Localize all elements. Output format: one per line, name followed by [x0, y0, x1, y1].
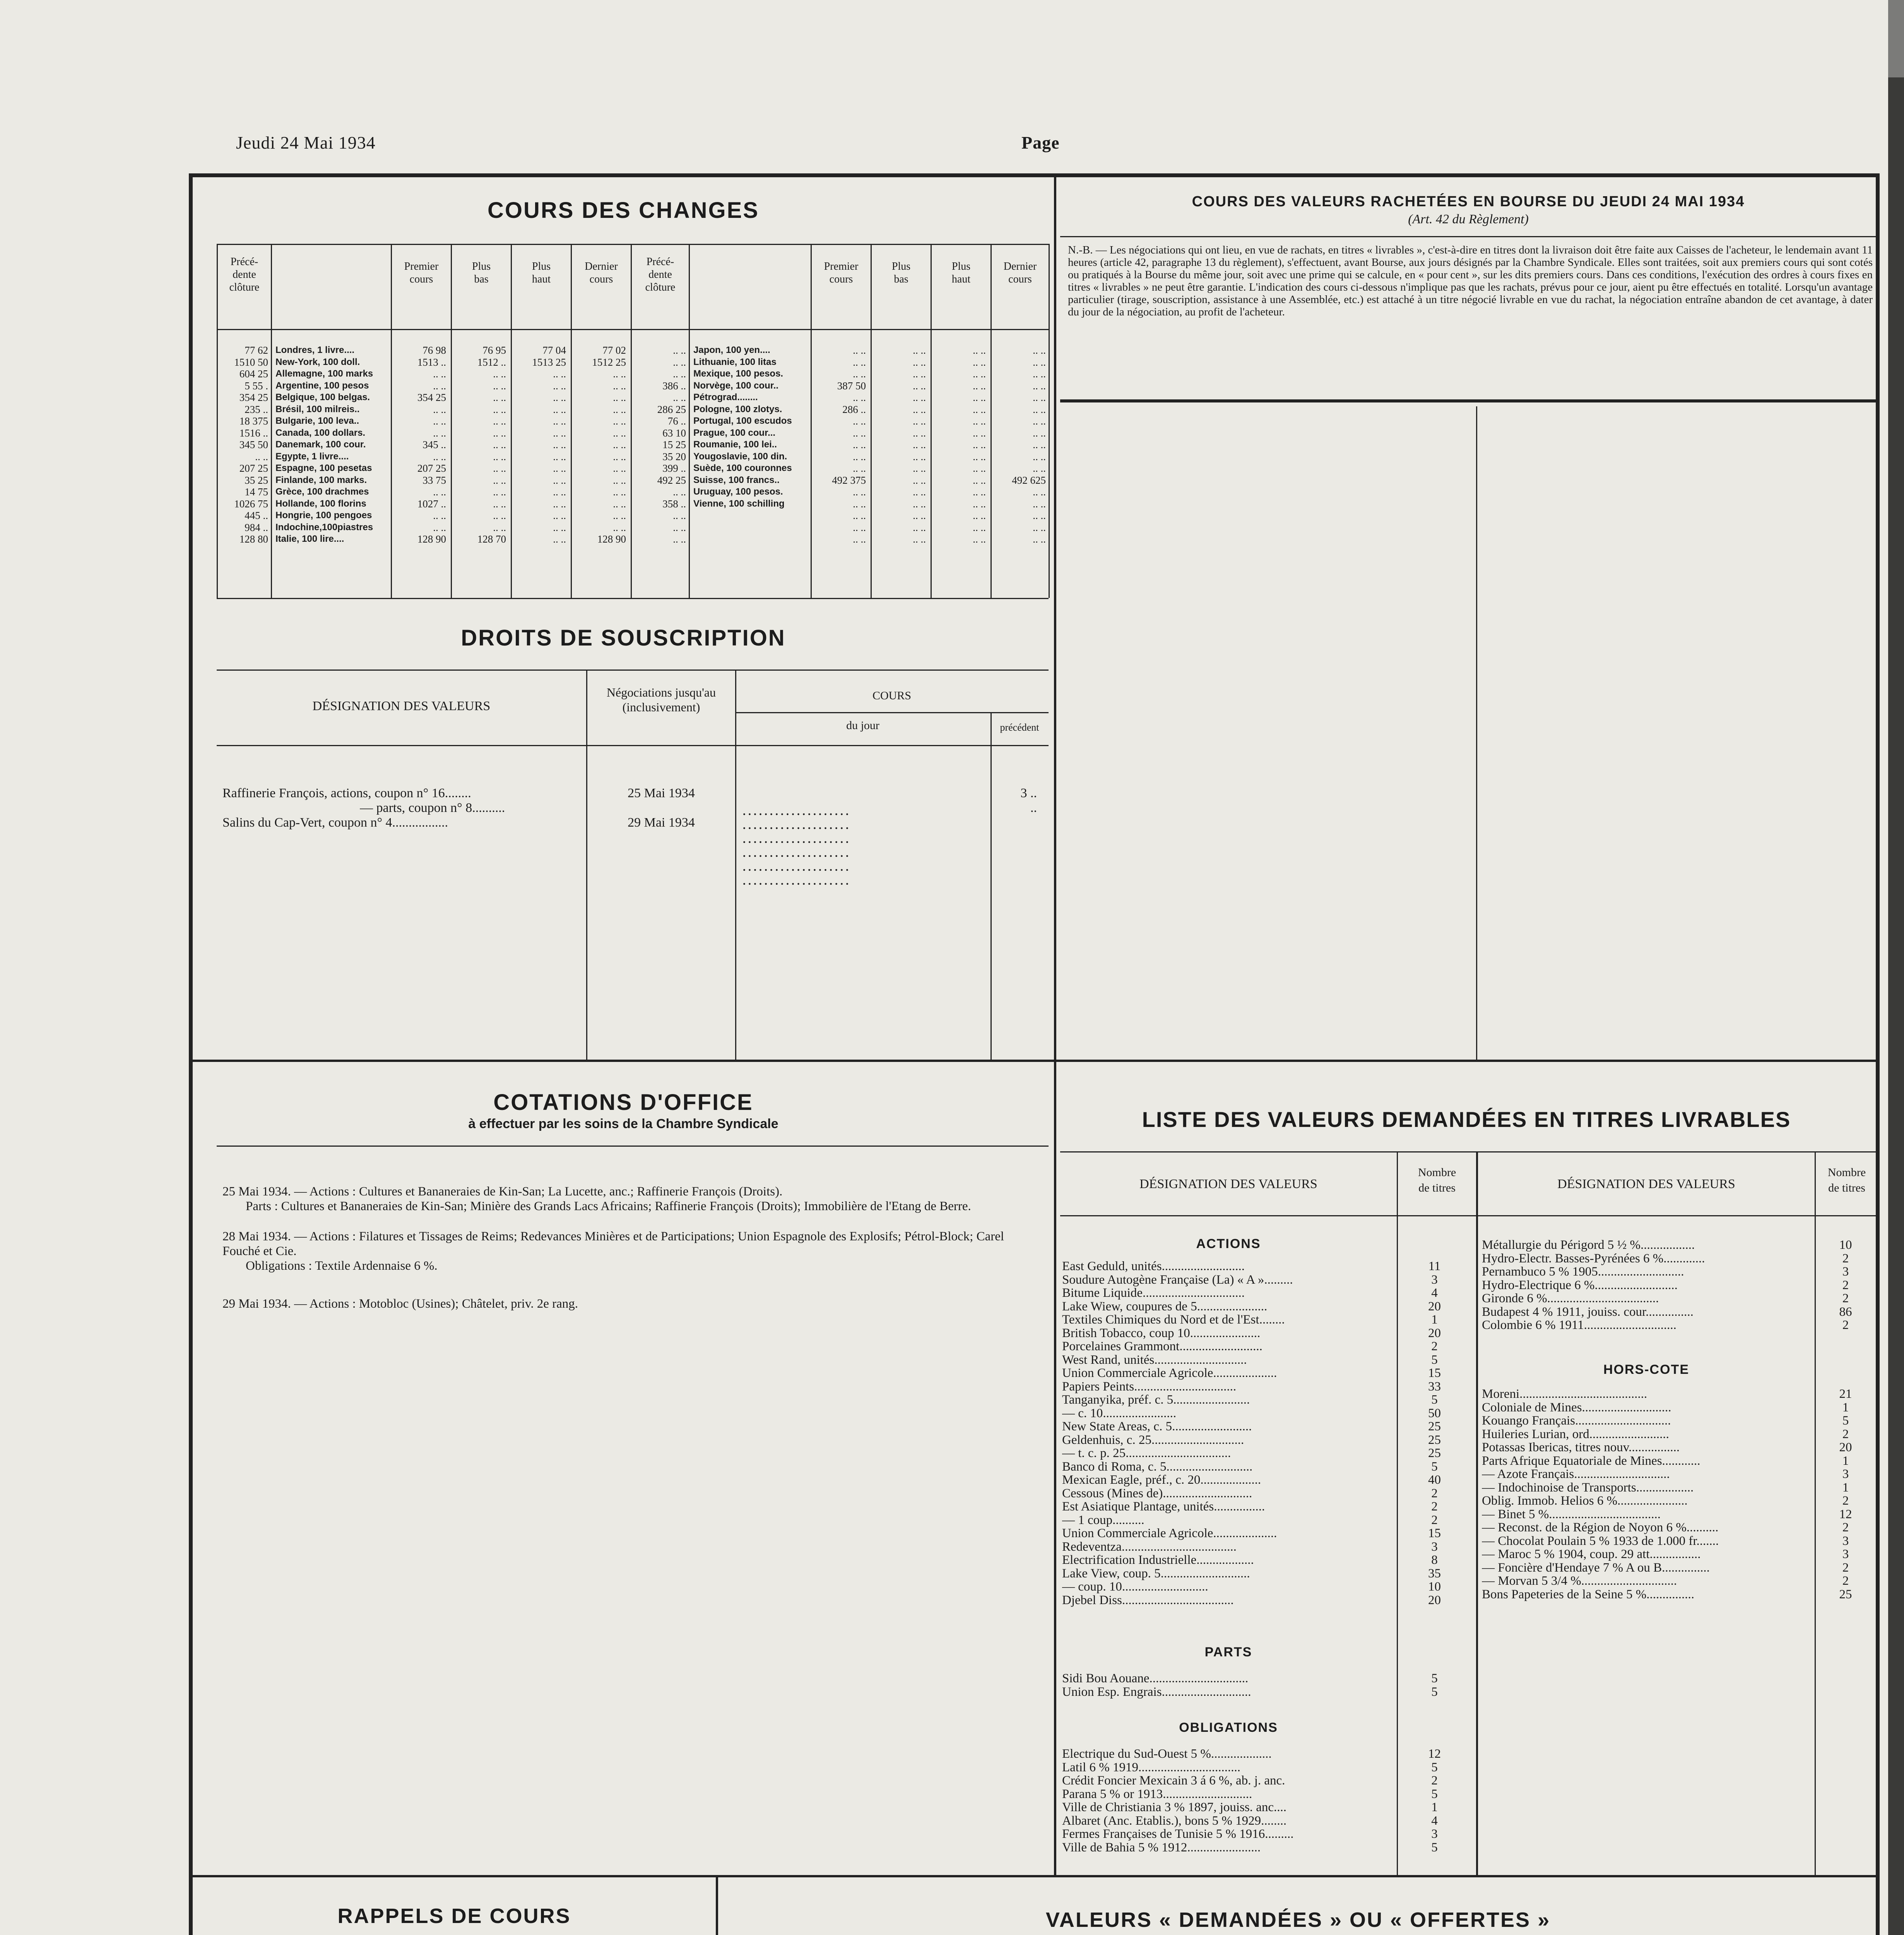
list-row	[1062, 1327, 1472, 1340]
list-row-name: Crédit Foncier Mexicain 3 á 6 %, ab. j. anc.	[1062, 1774, 1285, 1788]
list-row-name: Hydro-Electrique 6 %..........................	[1482, 1278, 1678, 1292]
list-row	[1482, 1387, 1877, 1401]
changes-left-prev: 77 62 1510 50 604 25 5 55 . 354 25 235 .. 18 375 1516 .. 345 50 .. .. 207 25 35 25 14 75 1026 75 445 .. 984 .. 128 80	[234, 344, 268, 545]
list-row-value: 2	[1842, 1278, 1849, 1292]
list-row	[1482, 1481, 1877, 1495]
list-row	[1062, 1567, 1472, 1581]
list-row-name: Union Commerciale Agricole....................	[1062, 1527, 1277, 1540]
list-row-name: Bons Papeteries de la Seine 5 %...............	[1482, 1587, 1694, 1601]
changes-left-last: 77 02 1512 25 .. .. .. .. .. .. .. .. .. .. .. .. .. .. .. .. .. .. .. .. .. .. .. .. .. .. .. .. 128 90	[592, 344, 626, 545]
list-row	[1062, 1747, 1472, 1761]
list-row-value: 5	[1431, 1460, 1438, 1473]
list-row-value: 35	[1428, 1567, 1441, 1580]
list-row-value: 11	[1428, 1260, 1441, 1273]
changes-header-top	[217, 244, 1049, 245]
changes-right-names: Japon, 100 yen.... Lithuanie, 100 litas Mexique, 100 pesos. Norvège, 100 cour.. Pétrograd........ Pologne, 100 zlotys. Portugal, 100 escudos Prague, 100 cour... Roumanie, 100 lei.. Yougoslavie, 100 din. Suède, 100 couronnes Suisse, 100 francs.. Uruguay, 100 pesos. Vienne, 100 schilling	[693, 345, 792, 509]
list-row-name: — Maroc 5 % 1904, coup. 29 att................	[1482, 1548, 1701, 1561]
list-row	[1062, 1260, 1472, 1273]
list-row-value: 20	[1839, 1441, 1852, 1454]
list-row-name: Ville de Bahia 5 % 1912.......................	[1062, 1841, 1261, 1854]
list-row-name: — Azote Français..............................	[1482, 1468, 1670, 1481]
list-row-value: 5	[1842, 1414, 1849, 1428]
list-row	[1062, 1500, 1472, 1514]
list-row-name: Est Asiatique Plantage, unités................	[1062, 1500, 1265, 1514]
changes-h-high-2: Plus haut	[951, 260, 971, 285]
changes-h-low-2: Plus bas	[891, 260, 911, 285]
livrables-oblig-list	[1062, 1747, 1472, 1854]
list-row	[1062, 1761, 1472, 1774]
list-row	[1482, 1468, 1877, 1481]
cotations-p3: 28 Mai 1934. — Actions : Filatures et Tissages de Reims; Redevances Minières et de Participations; Union Espagnole des Explosifs; Pétrol-Block; Carel Fouché et Cie.	[222, 1229, 1004, 1258]
list-row	[1062, 1300, 1472, 1313]
livrables-right-list	[1482, 1238, 1877, 1332]
livrables-title: LISTE DES VALEURS DEMANDÉES EN TITRES LIVRABLES	[1142, 1107, 1791, 1132]
souscription-row: Salins du Cap-Vert, coupon n° 4.................	[222, 815, 448, 830]
list-row-name: Moreni........................................	[1482, 1387, 1647, 1401]
list-row-value: 20	[1428, 1593, 1441, 1607]
list-row	[1482, 1238, 1877, 1252]
rachetees-line	[1060, 236, 1877, 237]
list-row-value: 1	[1842, 1454, 1849, 1468]
list-row-name: Parts Afrique Equatoriale de Mines............	[1482, 1454, 1700, 1468]
list-row-name: Latil 6 % 1919................................	[1062, 1760, 1241, 1774]
list-row	[1482, 1588, 1877, 1601]
cotations-title: COTATIONS D'OFFICE	[493, 1090, 753, 1115]
list-row-value: 20	[1428, 1326, 1441, 1340]
list-row	[1062, 1473, 1472, 1487]
list-row-name: New State Areas, c. 5.........................	[1062, 1420, 1252, 1433]
changes-h-prev: Précé- dente clôture	[229, 256, 260, 293]
list-row	[1482, 1548, 1877, 1561]
list-row-name: Papiers Peints................................	[1062, 1380, 1237, 1393]
list-row	[1482, 1508, 1877, 1521]
list-row-value: 3	[1431, 1540, 1438, 1553]
changes-left-names: Londres, 1 livre.... New-York, 100 doll. Allemagne, 100 marks Argentine, 100 pesos Belgique, 100 belgas. Brésil, 100 milreis.. Bulgarie, 100 leva.. Canada, 100 dollars. Danemark, 100 cour. Egypte, 1 livre.... Espagne, 100 pesetas Finlande, 100 marks. Grèce, 100 drachmes Hollande, 100 florins Hongrie, 100 pengoes Indochine,100piastres Italie, 100 lire....	[275, 345, 373, 544]
list-row-name: — Foncière d'Hendaye 7 % A ou B...............	[1482, 1561, 1710, 1574]
list-row-value: 1	[1431, 1801, 1438, 1814]
list-row-value: 21	[1839, 1387, 1852, 1401]
list-row	[1062, 1841, 1472, 1855]
list-row-value: 3	[1842, 1534, 1849, 1548]
changes-h-first: Premier cours	[404, 260, 439, 285]
list-row-name: Soudure Autogène Française (La) « A ».........	[1062, 1273, 1293, 1286]
list-row-name: Union Esp. Engrais............................	[1062, 1685, 1251, 1699]
cotations-text	[222, 1184, 1043, 1311]
list-row	[1482, 1401, 1877, 1414]
souscription-row: Raffinerie François, actions, coupon n° 16........	[222, 786, 471, 800]
list-row-name: — Reconst. de la Région de Noyon 6 %..........	[1482, 1521, 1719, 1534]
list-row-value: 5	[1431, 1685, 1438, 1699]
livrables-sec-oblig: OBLIGATIONS	[1179, 1720, 1278, 1735]
livrables-h-des: DÉSIGNATION DES VALEURS	[1139, 1177, 1317, 1191]
livrables-h-nb: Nombre de titres	[1418, 1166, 1456, 1194]
dot-leader: . . . . . . . . . . . . . . . . . . . .	[743, 861, 849, 873]
changes-header-bottom	[217, 329, 1049, 330]
list-row-name: Coloniale de Mines............................	[1482, 1401, 1671, 1414]
souscription-h-prec: précédent	[1000, 722, 1039, 733]
list-row	[1062, 1788, 1472, 1801]
list-row	[1062, 1420, 1472, 1433]
list-row	[1062, 1801, 1472, 1814]
list-row-name: Textiles Chimiques du Nord et de l'Est........	[1062, 1313, 1285, 1327]
souscription-header-bottom	[217, 745, 1049, 746]
list-row-name: — Indochinoise de Transports..................	[1482, 1481, 1694, 1494]
changes-h-last: Dernier cours	[585, 260, 618, 285]
list-row-name: — t. c. p. 25.................................	[1062, 1447, 1231, 1460]
list-row	[1062, 1340, 1472, 1353]
livrables-actions-list	[1062, 1260, 1472, 1607]
list-row-value: 3	[1842, 1468, 1849, 1481]
list-row	[1062, 1407, 1472, 1420]
livrables-sec-parts: PARTS	[1204, 1645, 1252, 1659]
livrables-sec-actions: ACTIONS	[1196, 1236, 1261, 1251]
list-row-name: Electrification Industrielle..................	[1062, 1553, 1254, 1567]
souscription-dots	[743, 805, 983, 889]
list-row	[1062, 1313, 1472, 1327]
list-row-value: 25	[1428, 1420, 1441, 1433]
dot-leader: . . . . . . . . . . . . . . . . . . . .	[743, 834, 849, 846]
list-row-value: 2	[1431, 1500, 1438, 1514]
livrables-sec-hors: HORS-COTE	[1603, 1362, 1689, 1377]
list-row	[1062, 1672, 1472, 1685]
list-row-value: 1	[1842, 1401, 1849, 1414]
list-row	[1482, 1454, 1877, 1468]
livrables-parts-list	[1062, 1672, 1472, 1699]
list-row-name: Budapest 4 % 1911, jouiss. cour...............	[1482, 1305, 1694, 1319]
list-row	[1062, 1685, 1472, 1699]
list-row-value: 4	[1431, 1286, 1438, 1300]
souscription-date: 25 Mai 1934	[628, 786, 695, 800]
list-row-value: 50	[1428, 1406, 1441, 1420]
list-row	[1062, 1460, 1472, 1474]
binding-edge	[1888, 77, 1904, 1935]
list-row-value: 1	[1431, 1313, 1438, 1327]
cotations-p2: Parts : Cultures et Bananeraies de Kin-San; Minière des Grands Lacs Africains; Raffinerie François (Droits); Immobilière de l'Etang de Berre.	[246, 1199, 971, 1213]
list-row-name: Fermes Françaises de Tunisie 5 % 1916.........	[1062, 1827, 1294, 1841]
changes-left-high: 77 04 1513 25 .. .. .. .. .. .. .. .. .. .. .. .. .. .. .. .. .. .. .. .. .. .. .. .. .. .. .. .. .. ..	[532, 344, 566, 545]
souscription-top	[217, 670, 1049, 671]
list-row-value: 2	[1842, 1521, 1849, 1534]
list-row-value: 12	[1839, 1507, 1852, 1521]
list-row-name: Geldenhuis, c. 25.............................	[1062, 1433, 1244, 1447]
list-row-value: 2	[1842, 1252, 1849, 1265]
rappels-title: RAPPELS DE COURS	[337, 1904, 571, 1928]
list-row	[1482, 1414, 1877, 1428]
rachetees-col-divider	[1476, 406, 1477, 1060]
list-row-name: Huileries Lurian, ord.........................	[1482, 1427, 1669, 1441]
list-row-value: 3	[1842, 1548, 1849, 1561]
list-row	[1482, 1428, 1877, 1441]
page-date: Jeudi 24 Mai 1934	[236, 133, 376, 152]
list-row-name: — c. 10.......................	[1062, 1406, 1177, 1420]
souscription-date: 29 Mai 1934	[628, 815, 695, 830]
list-row-value: 2	[1431, 1774, 1438, 1788]
list-row-value: 2	[1842, 1561, 1849, 1574]
list-row-value: 25	[1428, 1433, 1441, 1447]
list-row-name: Sidi Bou Aouane...............................	[1062, 1672, 1249, 1685]
list-row-name: Lake View, coup. 5............................	[1062, 1567, 1250, 1580]
list-row-name: Union Commerciale Agricole....................	[1062, 1366, 1277, 1380]
list-row-name: Oblig. Immob. Helios 6 %......................	[1482, 1494, 1688, 1508]
list-row-name: East Geduld, unités..........................	[1062, 1260, 1245, 1273]
list-row-value: 5	[1431, 1787, 1438, 1801]
list-row-name: Kouango Français..............................	[1482, 1414, 1671, 1428]
list-row	[1482, 1279, 1877, 1292]
list-row-value: 5	[1431, 1353, 1438, 1366]
list-row-name: Lake Wiew, coupures de 5......................	[1062, 1300, 1268, 1313]
dot-leader: . . . . . . . . . . . . . . . . . . . .	[743, 875, 849, 887]
souscription-prec: ..	[1030, 801, 1037, 815]
list-row	[1062, 1380, 1472, 1394]
dot-leader: . . . . . . . . . . . . . . . . . . . .	[743, 806, 849, 818]
divider-2	[193, 1875, 1880, 1877]
list-row-name: Albaret (Anc. Etablis.), bons 5 % 1929........	[1062, 1814, 1287, 1827]
list-row-value: 5	[1431, 1841, 1438, 1854]
list-row-value: 3	[1431, 1273, 1438, 1286]
rachetees-title: COURS DES VALEURS RACHETÉES EN BOURSE DU JEUDI 24 MAI 1934	[1192, 194, 1745, 210]
list-row	[1482, 1534, 1877, 1548]
list-row-value: 3	[1842, 1265, 1849, 1279]
livrables-header-bottom	[1060, 1215, 1877, 1216]
list-row	[1482, 1252, 1877, 1265]
list-row-value: 40	[1428, 1473, 1441, 1487]
list-row	[1062, 1393, 1472, 1407]
list-row-name: Métallurgie du Périgord 5 ½ %.................	[1482, 1238, 1695, 1252]
cotations-line	[217, 1146, 1049, 1147]
cotations-p1: 25 Mai 1934. — Actions : Cultures et Bananeraies de Kin-San; La Lucette, anc.; Raffinerie François (Droits).	[222, 1185, 783, 1199]
list-row-value: 3	[1431, 1827, 1438, 1841]
list-row-name: — 1 coup..........	[1062, 1513, 1144, 1527]
dot-leader: . . . . . . . . . . . . . . . . . . . .	[743, 848, 849, 860]
list-row-value: 20	[1428, 1300, 1441, 1313]
cotations-p5: 29 Mai 1934. — Actions : Motobloc (Usines); Châtelet, priv. 2e rang.	[222, 1297, 578, 1311]
list-row-name: Pernambuco 5 % 1905...........................	[1482, 1265, 1684, 1279]
list-row	[1062, 1814, 1472, 1828]
list-row-value: 10	[1839, 1238, 1852, 1252]
list-row-value: 2	[1842, 1427, 1849, 1441]
list-row	[1062, 1774, 1472, 1788]
list-row-name: Mexican Eagle, préf., c. 20...................	[1062, 1473, 1261, 1487]
changes-h-last-2: Dernier cours	[1003, 260, 1037, 285]
list-row	[1482, 1305, 1877, 1319]
list-row-value: 10	[1428, 1580, 1441, 1594]
list-row-value: 2	[1431, 1340, 1438, 1353]
list-row-name: Djebel Diss...................................	[1062, 1593, 1234, 1607]
souscription-h-jour: du jour	[846, 719, 879, 732]
list-row-name: Cessous (Mines de)............................	[1062, 1486, 1252, 1500]
list-row-name: — Morvan 5 3/4 %..............................	[1482, 1574, 1677, 1588]
changes-bottom	[217, 598, 1049, 599]
list-row-name: Porcelaines Grammont..........................	[1062, 1340, 1262, 1353]
list-row-value: 8	[1431, 1553, 1438, 1567]
list-row-value: 25	[1428, 1447, 1441, 1460]
souscription-h-nego: Négociations jusqu'au (inclusivement)	[606, 685, 716, 714]
list-row	[1062, 1514, 1472, 1527]
column-divider-top	[1054, 177, 1056, 1876]
changes-left-low: 76 95 1512 .. .. .. .. .. .. .. .. .. .. .. .. .. .. .. .. .. .. .. .. .. .. .. .. .. .. .. .. .. 128 70	[477, 344, 506, 545]
list-row-name: Banco di Roma, c. 5...........................	[1062, 1460, 1253, 1473]
list-row-value: 1	[1842, 1481, 1849, 1494]
list-row-value: 2	[1842, 1494, 1849, 1508]
list-row-value: 5	[1431, 1760, 1438, 1774]
list-row	[1062, 1487, 1472, 1500]
list-row-name: Tanganyika, préf. c. 5........................	[1062, 1393, 1250, 1407]
list-row-name: West Rand, unités.............................	[1062, 1353, 1247, 1366]
list-row-name: Bitume Liquide................................	[1062, 1286, 1245, 1300]
list-row-value: 5	[1431, 1393, 1438, 1407]
list-row-value: 25	[1839, 1587, 1852, 1601]
list-row-value: 2	[1431, 1513, 1438, 1527]
souscription-h-designation: DÉSIGNATION DES VALEURS	[312, 699, 491, 713]
list-row-name: Ville de Christiania 3 % 1897, jouiss. anc....	[1062, 1801, 1287, 1814]
changes-right-prev: .. .. .. .. .. .. 386 .. .. .. 286 25 76 .. 63 10 15 25 35 20 399 .. 492 25 .. .. 358 .. .. .. .. .. .. ..	[657, 344, 686, 545]
list-row-value: 15	[1428, 1527, 1441, 1540]
changes-h-low: Plus bas	[472, 260, 491, 285]
list-row-value: 2	[1842, 1319, 1849, 1332]
list-row-name: British Tobacco, coup 10......................	[1062, 1326, 1261, 1340]
list-row	[1482, 1521, 1877, 1534]
list-row-name: — Binet 5 %...................................	[1482, 1507, 1661, 1521]
souscription-vline	[990, 712, 992, 1060]
list-row-value: 15	[1428, 1366, 1441, 1380]
rachetees-subtitle: (Art. 42 du Règlement)	[1408, 212, 1529, 226]
changes-right-high: .. .. .. .. .. .. .. .. .. .. .. .. .. .. .. .. .. .. .. .. .. .. .. .. .. .. .. .. .. .. .. .. .. ..	[973, 344, 986, 545]
list-row	[1482, 1561, 1877, 1575]
list-row-value: 2	[1431, 1486, 1438, 1500]
list-row-name: Potassas Ibericas, titres nouv................	[1482, 1441, 1680, 1454]
changes-right-last: .. .. .. .. .. .. .. .. .. .. .. .. .. .. .. .. .. .. .. .. .. .. 492 625 .. .. .. .. .. .. .. .. .. ..	[1012, 344, 1046, 545]
list-row	[1062, 1553, 1472, 1567]
list-row	[1062, 1433, 1472, 1447]
list-row-name: — Chocolat Poulain 5 % 1933 de 1.000 fr.......	[1482, 1534, 1719, 1548]
vdo-title: VALEURS « DEMANDÉES » OU « OFFERTES »	[1045, 1908, 1551, 1932]
list-row	[1062, 1366, 1472, 1380]
changes-right-first: .. .. .. .. .. .. 387 50 .. .. 286 .. .. .. .. .. .. .. .. .. .. .. 492 375 .. .. .. .. .. .. .. .. .. ..	[832, 344, 866, 545]
page-label: Page	[1021, 133, 1060, 152]
list-row	[1062, 1286, 1472, 1300]
list-row-value: 33	[1428, 1380, 1441, 1393]
changes-vline	[271, 244, 272, 598]
list-row	[1062, 1273, 1472, 1287]
list-row	[1482, 1441, 1877, 1454]
list-row-name: Redeventza....................................	[1062, 1540, 1237, 1553]
changes-h-high: Plus haut	[532, 260, 551, 285]
list-row-value: 5	[1431, 1672, 1438, 1685]
changes-title: COURS DES CHANGES	[488, 198, 759, 223]
changes-right-low: .. .. .. .. .. .. .. .. .. .. .. .. .. .. .. .. .. .. .. .. .. .. .. .. .. .. .. .. .. .. .. .. .. ..	[913, 344, 926, 545]
souscription-prec: 3 ..	[1020, 786, 1037, 800]
changes-h-first-2: Premier cours	[824, 260, 859, 285]
list-row-value: 86	[1839, 1305, 1852, 1319]
livrables-header-top	[1060, 1151, 1877, 1152]
changes-left-first: 76 98 1513 .. .. .. .. .. 354 25 .. .. .. .. .. .. 345 .. .. .. 207 25 33 75 .. .. 1027 .. .. .. .. .. 128 90	[417, 344, 446, 545]
list-row	[1062, 1353, 1472, 1367]
list-row-name: Hydro-Electr. Basses-Pyrénées 6 %.............	[1482, 1252, 1705, 1265]
livrables-h-des-2: DÉSIGNATION DES VALEURS	[1557, 1177, 1735, 1191]
list-row-name: Electrique du Sud-Ouest 5 %...................	[1062, 1747, 1272, 1761]
divider-1	[193, 1060, 1880, 1062]
changes-vline	[1049, 244, 1050, 598]
list-row	[1062, 1827, 1472, 1841]
column-divider-bottom	[716, 1876, 718, 1935]
list-row-name: — coup. 10...........................	[1062, 1580, 1208, 1594]
list-row-name: Colombie 6 % 1911.............................	[1482, 1319, 1676, 1332]
souscription-h-cours: COURS	[872, 689, 912, 702]
changes-vline	[689, 244, 690, 598]
dot-leader: . . . . . . . . . . . . . . . . . . . .	[743, 820, 849, 832]
livrables-h-nb-2: Nombre de titres	[1827, 1166, 1866, 1194]
cotations-subtitle: à effectuer par les soins de la Chambre Syndicale	[468, 1116, 778, 1131]
livrables-hors-list	[1482, 1387, 1877, 1601]
list-row	[1482, 1265, 1877, 1279]
list-row-value: 12	[1428, 1747, 1441, 1761]
list-row-value: 2	[1842, 1292, 1849, 1305]
list-row	[1062, 1580, 1472, 1594]
list-row-name: Parana 5 % or 1913............................	[1062, 1787, 1252, 1801]
souscription-row: — parts, coupon n° 8..........	[360, 801, 505, 815]
list-row	[1062, 1527, 1472, 1540]
rachetees-note: N.-B. — Les négociations qui ont lieu, en vue de rachats, en titres « livrables », c'est-à-dire en titres dont la livraison doit être faite aux Caisses de l'acheteur, le lendemain avant 11 heures (article 42, paragraphe 13 du règlement), s'effectuent, avant Bourse, aux jours désignés par la Chambre Syndicale. Elles sont traitées, soit aux premiers cours qui sont cotés ou pratiqués à la Bourse du même jour, soit avec une prime qui se calcule, en « pour cent », sur les dits premiers cours. Dans ces conditions, l'exécution des ordres à cours fixes en titres « livrables » ne peut être garantie. L'indication des cours ci-dessous n'implique pas que les rachats, prévus pour ce jour, aient pu être effectués en totalité. Lorsqu'un avantage particulier (tirage, souscription, assistance à une Assemblée, etc.) est attaché à un titre négocié livrable en vue du rachat, la négociation entraîne abandon de cet avantage, à dater du jour de la négociation, au profit de l'acheteur.	[1068, 244, 1873, 318]
list-row-value: 4	[1431, 1814, 1438, 1827]
list-row	[1482, 1292, 1877, 1305]
list-row-name: Gironde 6 %...................................	[1482, 1292, 1659, 1305]
list-row	[1482, 1494, 1877, 1508]
changes-h-prev-2: Précé- dente clôture	[645, 256, 676, 293]
souscription-subline	[735, 712, 1049, 713]
list-row	[1482, 1574, 1877, 1588]
livrables-vline-mid	[1476, 1151, 1478, 1875]
souscription-title: DROITS DE SOUSCRIPTION	[461, 625, 786, 651]
cotations-p4: Obligations : Textile Ardennaise 6 %.	[246, 1259, 438, 1273]
list-row-value: 2	[1842, 1574, 1849, 1588]
list-row	[1062, 1594, 1472, 1607]
souscription-vline	[586, 670, 587, 1060]
list-row	[1482, 1319, 1877, 1332]
list-row	[1062, 1447, 1472, 1460]
list-row	[1062, 1540, 1472, 1554]
